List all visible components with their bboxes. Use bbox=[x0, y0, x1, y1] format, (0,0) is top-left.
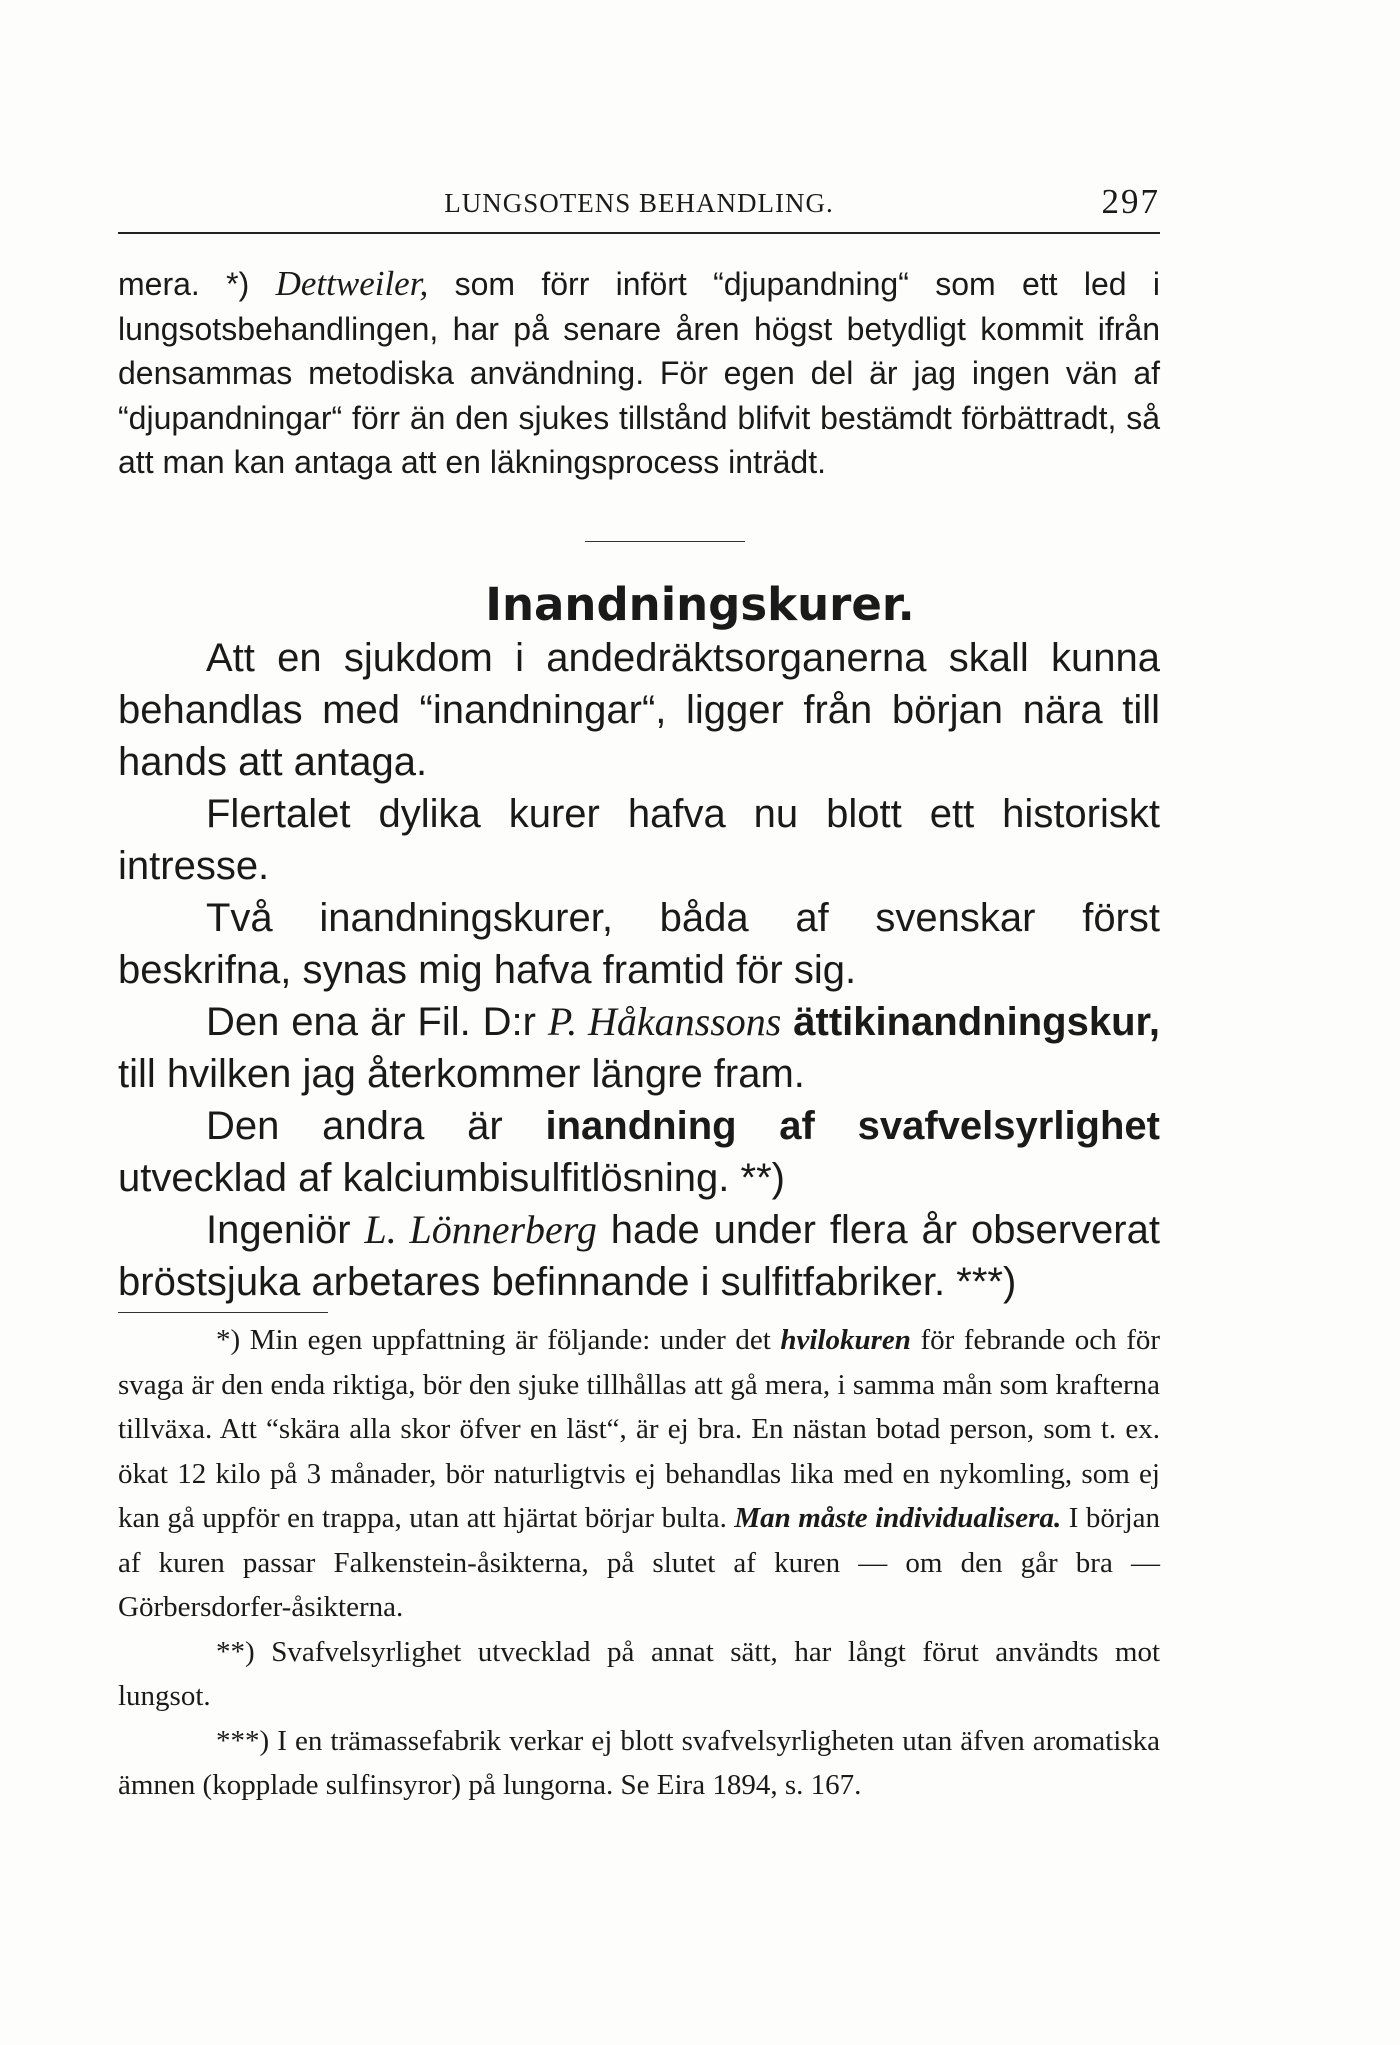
p4-text-b: till hvilken jag återkommer längre fram. bbox=[118, 1052, 805, 1096]
section-divider bbox=[585, 541, 745, 542]
paragraph-5 bbox=[118, 1100, 1160, 1204]
section-body bbox=[118, 632, 1160, 1308]
footnote-2 bbox=[118, 1630, 1160, 1719]
p4-bold: ättikinandningskur, bbox=[793, 1000, 1160, 1044]
paragraph-3: Två inandningskurer, båda af svenskar först beskrifna, synas mig hafva framtid för sig. bbox=[118, 896, 1160, 992]
p4-text-a: Den ena är Fil. D:r bbox=[206, 1000, 536, 1044]
footnote-divider bbox=[118, 1312, 328, 1313]
p5-text-b: utvecklad af kalciumbisulfitlösning. bbox=[118, 1156, 730, 1200]
footnote-3-text: I en trämassefabrik verkar ej blott svafvelsyrligheten utan äfven aromatiska ämnen (kopplade sulfinsyror) på lungorna. Se Eira 1894, s. 167. bbox=[118, 1724, 1160, 1801]
paragraph-1: Att en sjukdom i andedräktsorganerna skall kunna behandlas med “inandningar“, ligger från början nära till hands att antaga. bbox=[118, 636, 1160, 784]
intro-text: som förr infört “djupandning“ som ett led i lungsotsbehandlingen, har på senare åren högst betydligt kommit ifrån densammas metodiska användning. För egen del är jag ingen vän af “djupandningar“ förr än den sjukes tillstånd blifvit bestämdt förbättradt, så att man kan antaga att en läkningsprocess inträdt. bbox=[118, 266, 1161, 480]
paragraph-4 bbox=[118, 996, 1160, 1100]
p6-text-b: hade under flera år observerat bröstsjuka arbetares befinnande i sulfitfabriker. bbox=[118, 1208, 1160, 1304]
p5-text-a: Den andra är bbox=[206, 1104, 503, 1148]
section-heading: Inandningskurer. bbox=[485, 578, 915, 631]
footnote-2-text: Svafvelsyrlighet utvecklad på annat sätt, har långt förut användts mot lungsot. bbox=[118, 1635, 1160, 1712]
paragraph-6 bbox=[118, 1204, 1160, 1308]
footnote-1 bbox=[118, 1318, 1160, 1630]
footnote-ref-3: ***) bbox=[956, 1260, 1017, 1304]
footnote-1-text-a: Min egen uppfattning är följande: under det bbox=[249, 1324, 771, 1356]
footnotes bbox=[118, 1318, 1160, 1808]
p6-name: L. Lönnerberg bbox=[364, 1207, 597, 1252]
footnote-1-italic: hvilokuren bbox=[780, 1324, 911, 1356]
intro-paragraph bbox=[118, 262, 1160, 485]
running-head bbox=[118, 182, 1160, 234]
paragraph-2: Flertalet dylika kurer hafva nu blott ett historiskt intresse. bbox=[118, 792, 1160, 888]
p6-text-a: Ingeniör bbox=[206, 1208, 351, 1252]
footnote-3-mark: ***) bbox=[216, 1724, 270, 1757]
running-title: LUNGSOTENS BEHANDLING. bbox=[444, 188, 834, 218]
footnote-1-text-b: för febrande och för svaga är den enda riktiga, bör den sjuke tillhållas att gå mera, i samma mån som krafterna tillväxa. Att “skära alla skor öfver en läst“, är ej bra. En nästan botad person, som t. ex. ökat 12 kilo på 3 månader, bör naturligtvis ej behandlas lika med en nykomling, som ej kan gå uppför en trappa, utan att hjärtat börjar bulta. bbox=[118, 1324, 1161, 1534]
footnote-3 bbox=[118, 1719, 1160, 1808]
author-name: Dettweiler, bbox=[275, 264, 429, 303]
footnote-2-mark: **) bbox=[216, 1635, 255, 1668]
footnote-ref-2: **) bbox=[740, 1156, 785, 1200]
page-number: 297 bbox=[1101, 182, 1160, 221]
footnote-1-mark: *) bbox=[216, 1324, 241, 1356]
p4-name: P. Håkanssons bbox=[547, 999, 782, 1044]
p5-bold: inandning af svafvelsyrlighet bbox=[545, 1104, 1160, 1148]
intro-prefix: mera. bbox=[118, 266, 200, 302]
footnote-ref-1: *) bbox=[226, 266, 250, 302]
footnote-1-italic-2: Man måste individualisera. bbox=[734, 1502, 1062, 1534]
footnote-1-text-c: I början af kuren passar Falkenstein-åsikterna, på slutet af kuren — om den går bra — Görbersdorfer-åsikterna. bbox=[118, 1502, 1161, 1623]
